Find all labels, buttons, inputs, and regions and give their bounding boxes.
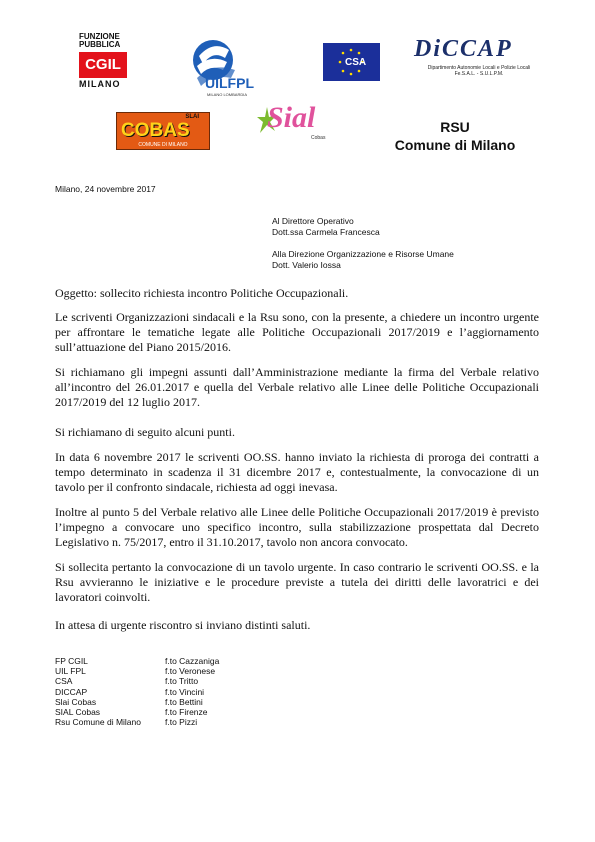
recipient-2-line2: Dott. Valerio Iossa [272, 260, 341, 270]
recipient-2 [272, 249, 454, 271]
signature-row [55, 717, 285, 727]
signature-name: f.to Veronese [165, 666, 216, 677]
cgil-logo-box [79, 52, 127, 78]
diccap-logo-main: DiCCAP [414, 36, 513, 62]
signature-org: Rsu Comune di Milano [55, 717, 141, 728]
recipient-1-line2: Dott.ssa Carmela Francesca [272, 227, 380, 237]
subject-line: Oggetto: sollecito richiesta incontro Politiche Occupazionali. [55, 286, 349, 300]
signature-name: f.to Tritto [165, 676, 199, 687]
signature-org: DICCAP [55, 686, 88, 697]
cobas-logo-small: SLAI [185, 114, 199, 120]
signature-name: f.to Vincini [165, 686, 205, 697]
signature-row [55, 656, 285, 666]
paragraph-4: In data 6 novembre 2017 le scriventi OO.SS. hanno inviato la richiesta di proroga dei contratti a tempo determinato in scadenza il 31 dicembre 2017 e, contestualmente, la convocazione di un tavolo per il confronto sindacale, richiesta ad oggi inevasa. [55, 450, 539, 494]
signature-org: Slai Cobas [55, 696, 97, 707]
signature-name: f.to Cazzaniga [165, 656, 220, 666]
signature-org: CSA [55, 676, 73, 687]
cgil-logo-main: CGIL [85, 56, 121, 73]
signature-row [55, 676, 285, 686]
signature-row [55, 666, 285, 676]
sial-logo-sub: Cobas [311, 135, 326, 141]
signature-list [55, 656, 285, 727]
letter-date: Milano, 24 novembre 2017 [55, 184, 156, 194]
uilfpl-logo-sub: MILANO LOMBARDIA [207, 92, 248, 97]
cgil-logo-bottom: MILANO [79, 79, 121, 89]
cobas-logo-main: COBAS [121, 120, 190, 141]
paragraph-7: In attesa di urgente riscontro si inviano distinti saluti. [55, 618, 311, 632]
signature-org: FP CGIL [55, 656, 88, 666]
recipient-2-line1: Alla Direzione Organizzazione e Risorse Umane [272, 249, 454, 259]
sial-cobas-logo [257, 97, 337, 145]
uilfpl-logo [191, 36, 261, 102]
csa-logo [323, 43, 380, 81]
sial-logo-main: Sial [267, 101, 316, 134]
diccap-logo-sub2: Fe.S.A.L. - S.U.L.P.M. [454, 71, 504, 77]
paragraph-2: Si richiamano gli impegni assunti dall’Amministrazione mediante la firma del Verbale relativo all’incontro del 26.01.2017 e quella del Verbale relativo alle Linee delle Politiche Occupazionali 2017/2019 del 12 luglio 2017. [55, 365, 539, 409]
signature-row [55, 687, 285, 697]
signature-name: f.to Firenze [165, 706, 208, 717]
rsu-header [360, 118, 550, 154]
csa-logo-main: CSA [345, 57, 367, 68]
uilfpl-emblem-icon [191, 36, 261, 102]
signature-org: UIL FPL [55, 666, 86, 677]
signature-org: SIAL Cobas [55, 706, 101, 717]
signature-row [55, 707, 285, 717]
paragraph-6: Si sollecita pertanto la convocazione di un tavolo urgente. In caso contrario le scriventi OO.SS. e la Rsu avvieranno le iniziative e le procedure previste a tutela dei diritti delle lavoratrici e dei lavoratori coinvolti. [55, 560, 539, 604]
cobas-logo-sub: COMUNE DI MILANO [138, 142, 188, 148]
signature-row [55, 697, 285, 707]
paragraph-3: Si richiamano di seguito alcuni punti. [55, 425, 235, 439]
signature-name: f.to Pizzi [165, 717, 198, 728]
recipient-1-line1: Al Direttore Operativo [272, 216, 354, 226]
cgil-logo-top: FUNZIONE PUBBLICA [79, 32, 121, 49]
diccap-logo-sub1: Dipartimento Autonomie Locali e Polizie Locali [427, 65, 531, 71]
rsu-title: RSU [440, 119, 470, 135]
recipient-1 [272, 216, 380, 238]
rsu-subtitle: Comune di Milano [394, 137, 516, 153]
signature-name: f.to Bettini [165, 696, 203, 707]
slai-cobas-logo [116, 112, 210, 150]
diccap-logo [414, 36, 544, 96]
paragraph-1: Le scriventi Organizzazioni sindacali e la Rsu sono, con la presente, a chiedere un incontro urgente per affrontare le tematiche legate alle Politiche Occupazionali 2017/2019 e l’aggiornamento sull’attuazione del Piano 2015/2016. [55, 310, 539, 354]
uilfpl-logo-main: UILFPL [205, 75, 254, 91]
paragraph-5: Inoltre al punto 5 del Verbale relativo alle Linee delle Politiche Occupazionali 2017/2019 è previsto l’impegno a convocare uno specifico incontro, sulla stabilizzazione prospettata dal Decreto Legislativo n. 75/2017, entro il 31.10.2017, tavolo non ancora convocato. [55, 505, 539, 549]
cgil-logo [79, 33, 131, 99]
